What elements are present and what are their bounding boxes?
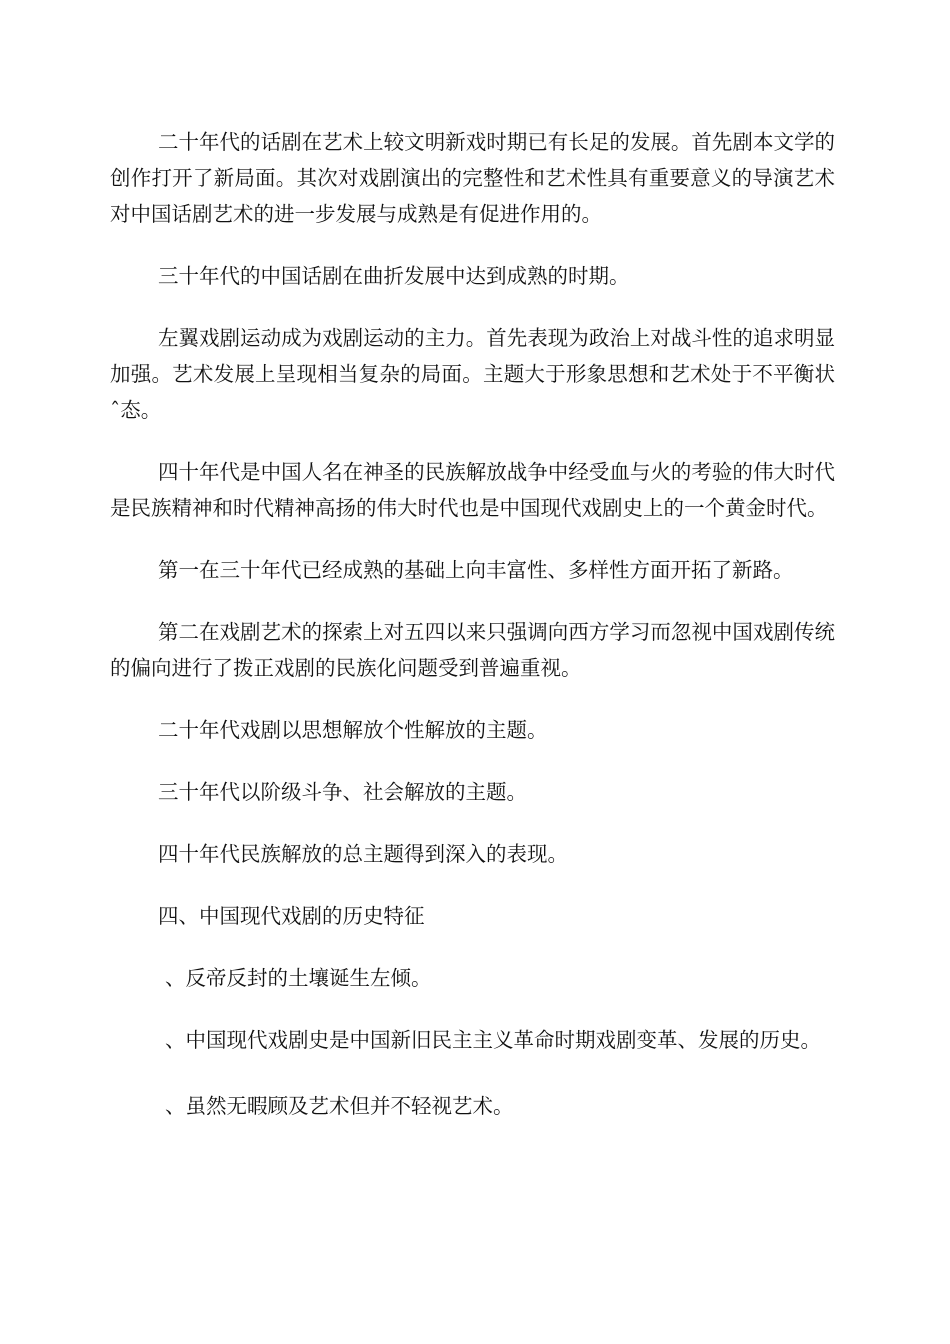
list-item-art-importance: 、虽然无暇顾及艺术但并不轻视艺术。	[165, 1094, 514, 1118]
paragraph-second-point: 第二在戏剧艺术的探索上对五四以来只强调向西方学习而忽视中国戏剧传统的偏向进行了拨正戏剧的民族化问题受到普遍重视。	[110, 620, 835, 680]
paragraph-1920s-drama: 二十年代的话剧在艺术上较文明新戏时期已有长足的发展。首先剧本文学的创作打开了新局面。其次对戏剧演出的完整性和艺术性具有重要意义的导演艺术对中国话剧艺术的进一步发展与成熟是有促进作用的。	[110, 130, 835, 226]
paragraph-1930s-theme: 三十年代以阶级斗争、社会解放的主题。	[158, 780, 527, 804]
paragraph-left-wing-drama: 左翼戏剧运动成为戏剧运动的主力。首先表现为政治上对战斗性的追求明显加强。艺术发展上呈现相当复杂的局面。主题大于形象思想和艺术处于不平衡状ˆ态。	[110, 326, 835, 422]
paragraph-first-point: 第一在三十年代已经成熟的基础上向丰富性、多样性方面开拓了新路。	[158, 558, 794, 582]
section-heading-historical-features: 四、中国现代戏剧的历史特征	[158, 904, 425, 928]
document-body	[110, 124, 835, 1124]
paragraph-1940s-golden-age: 四十年代是中国人名在神圣的民族解放战争中经受血与火的考验的伟大时代是民族精神和时代精神高扬的伟大时代也是中国现代戏剧史上的一个黄金时代。	[110, 460, 835, 520]
list-item-anti-imperialism: 、反帝反封的土壤诞生左倾。	[165, 966, 432, 990]
paragraph-1920s-theme: 二十年代戏剧以思想解放个性解放的主题。	[158, 718, 548, 742]
paragraph-1930s-maturity: 三十年代的中国话剧在曲折发展中达到成熟的时期。	[158, 264, 630, 288]
paragraph-1940s-theme: 四十年代民族解放的总主题得到深入的表现。	[158, 842, 568, 866]
list-item-revolution-history: 、中国现代戏剧史是中国新旧民主主义革命时期戏剧变革、发展的历史。	[165, 1028, 821, 1052]
